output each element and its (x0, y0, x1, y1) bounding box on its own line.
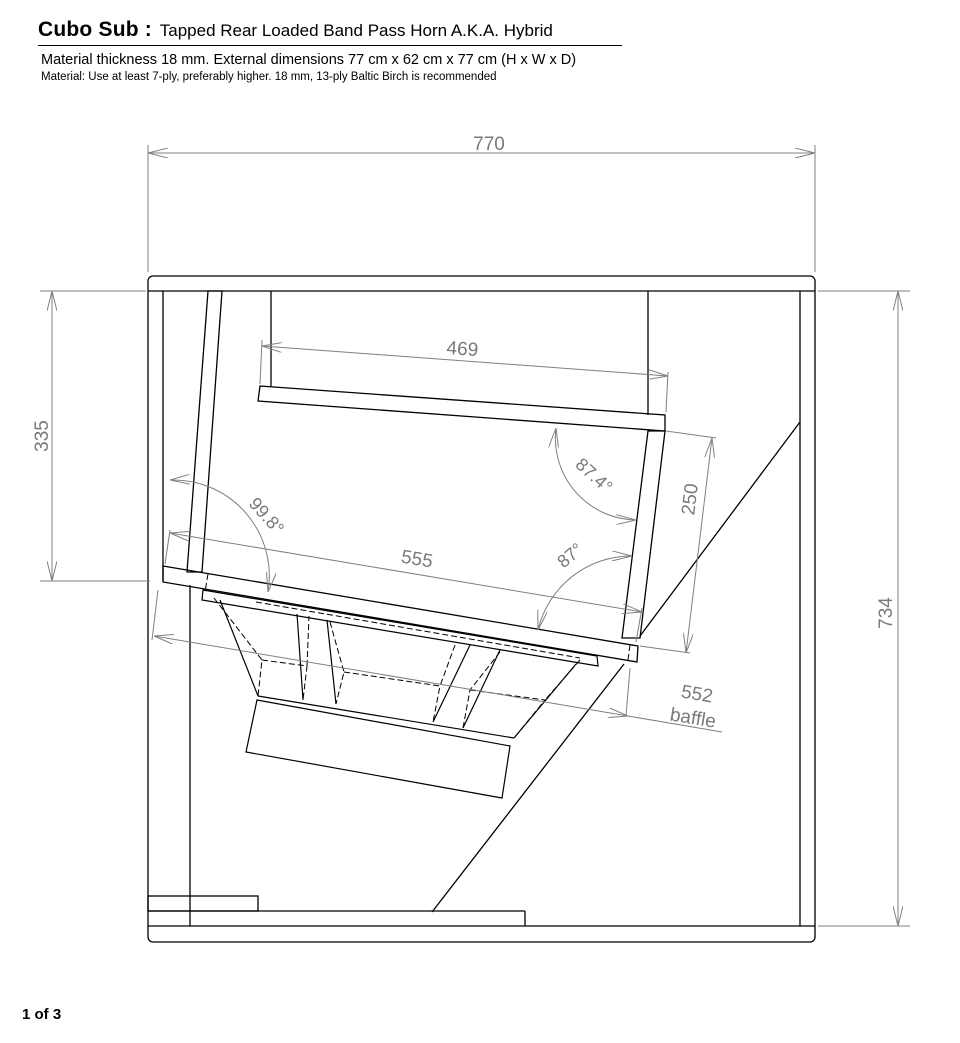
dim-469-label: 469 (445, 337, 479, 362)
drawing-title: Cubo Sub (38, 18, 139, 41)
internal-panels (148, 291, 800, 926)
rib-2 (327, 620, 336, 704)
drawing-subtitle: Tapped Rear Loaded Band Pass Horn A.K.A. Hybrid (159, 21, 553, 40)
angle-87-4-label: 87.4° (571, 453, 617, 498)
chamber-right-slant (622, 431, 665, 638)
spec-line: Material thickness 18 mm. External dimensions 77 cm x 62 cm x 77 cm (H x W x D) (41, 52, 577, 68)
dimension-lines (40, 145, 910, 926)
rib-3 (433, 645, 470, 722)
magnet-body (246, 700, 510, 798)
dim-250-label: 250 (678, 482, 703, 517)
dim-552-label: 552 (679, 681, 715, 708)
horn-wall-upper (640, 422, 800, 636)
floor-step (148, 896, 258, 911)
arc-87 (538, 556, 632, 630)
horn-wall-lower (432, 664, 624, 912)
rib-1 (297, 614, 303, 700)
driver-hidden-lines (205, 574, 630, 738)
driver (202, 590, 598, 798)
dim-734-label: 734 (876, 597, 897, 629)
dim-335-label: 335 (32, 420, 53, 452)
baffle-label: baffle (668, 704, 718, 733)
rear-divider (187, 291, 222, 572)
cabinet-outline (148, 276, 815, 942)
page-number: 1 of 3 (22, 1006, 62, 1023)
angle-99-8-label: 99.8° (244, 493, 289, 539)
outer-box (148, 276, 815, 942)
material-note: Material: Use at least 7-ply, preferably higher. 18 mm, 13-ply Baltic Birch is recommended (41, 71, 497, 83)
title-separator: : (144, 18, 152, 41)
dimension-labels (32, 134, 897, 733)
dim-555-label: 555 (399, 546, 435, 573)
dim-770-label: 770 (473, 134, 505, 155)
angle-87-label: 87° (553, 538, 588, 572)
slanted-shelf (258, 386, 665, 431)
